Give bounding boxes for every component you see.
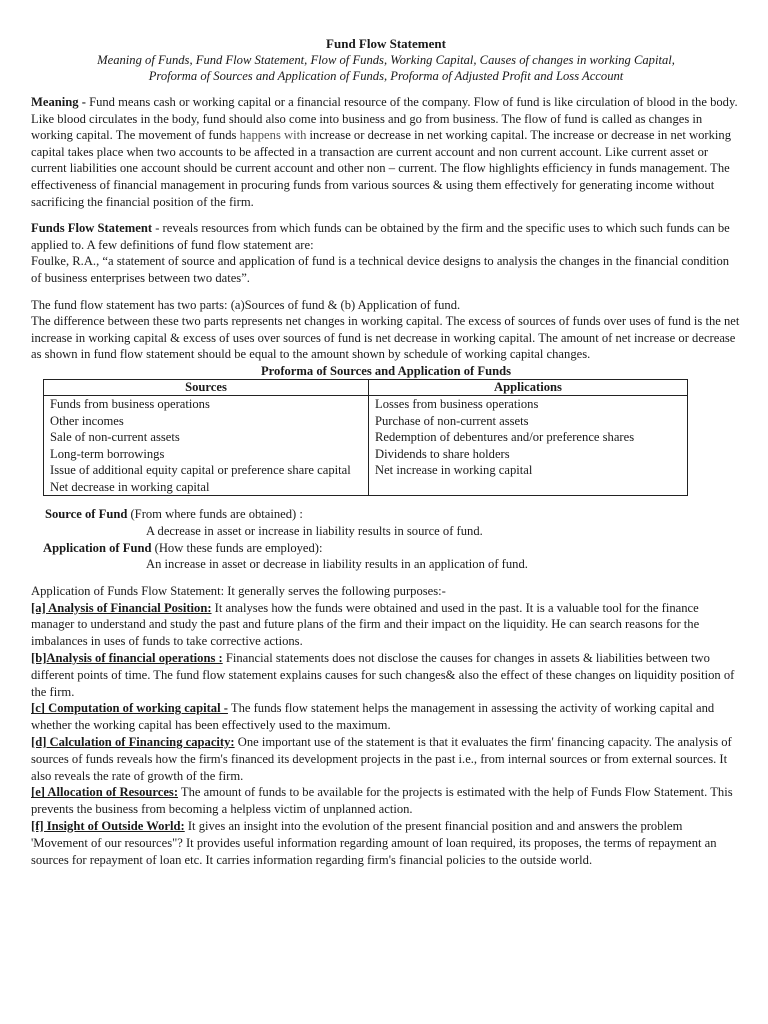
document-page [31,36,741,868]
application-item: Redemption of debentures and/or preference shares [375,430,635,445]
proforma-body-row [44,395,688,496]
purposes-section [31,583,741,869]
purposes-intro: Application of Funds Flow Statement: It generally serves the following purposes:- [31,583,446,598]
document-subtitle-line-2: Proforma of Sources and Application of Funds, Proforma of Adjusted Profit and Loss Account [148,69,624,83]
source-item: Net decrease in working capital [50,479,210,494]
purpose-label: [c] Computation of working capital - [31,701,228,716]
document-title: Fund Flow Statement [326,36,446,51]
source-item: Long-term borrowings [50,446,165,461]
source-item: Issue of additional equity capital or preference share capital [50,463,351,478]
sources-cell [44,395,369,496]
purpose-item [31,650,741,700]
purpose-text: The amount of funds to be available for the projects is estimated with the help of Funds Flow Statement. This prevents the business from becoming a helpless victim of unplanned action. [31,785,733,817]
proforma-title: Proforma of Sources and Application of Funds [260,363,512,378]
source-of-fund-desc: A decrease in asset or increase in liability results in source of fund. [146,524,483,539]
proforma-header-applications: Applications [369,379,688,395]
parts-line: The fund flow statement has two parts: (a)Sources of fund & (b) Application of fund. [31,297,461,312]
application-item: Purchase of non-current assets [375,413,529,428]
purpose-item [31,700,741,734]
source-item: Funds from business operations [50,396,210,411]
proforma-header-sources: Sources [44,379,369,395]
meaning-paragraph [31,94,741,210]
source-of-fund-note: (From where funds are obtained) : [127,507,303,522]
purpose-text: Financial statements does not disclose the causes for changes in assets & liabilities between two different points of time. The fund flow statement explains causes for such changes& also the effect of these changes on liquidity position of the firm. [31,651,735,699]
foulke-definition: Foulke, R.A., “a statement of source and application of fund is a technical device designs to analysis the changes in the financial condition of business enterprises between two dates”. [31,254,730,285]
document-subtitle-line-1: Meaning of Funds, Fund Flow Statement, Flow of Funds, Working Capital, Causes of changes in working Capital, [97,53,675,67]
application-item: Losses from business operations [375,396,539,411]
purpose-item [31,734,741,784]
source-of-fund-heading [31,506,741,523]
proforma-header-row [44,379,688,395]
meaning-label: Meaning - [31,95,90,109]
applications-cell [369,395,688,496]
purpose-item [31,818,741,868]
meaning-text-b: increase or decrease in net working capital. The increase or decrease in net working capital takes place when two accounts to be affected in a transaction are current account and non current account. Like current asset or current liabilities one account should be current account and other non – current. The flow highlights efficiency in funds management. The effectiveness of financial management in procuring funds from various sources & using them effectively for generating income without sacrificing the financial position of the firm. [31,128,732,209]
application-item: Dividends to share holders [375,446,510,461]
source-item: Other incomes [50,413,124,428]
application-of-fund-note: (How these funds are employed): [151,540,323,555]
ffs-label: Funds Flow Statement [31,221,153,236]
source-of-fund-label: Source of Fund [45,507,128,522]
application-of-fund-desc: An increase in asset or decrease in liability results in an application of fund. [146,557,528,572]
purpose-text: It analyses how the funds were obtained and used in the past. It is a valuable tool for the finance manager to understand and study the past and future plans of the firm and their impact on the liquidity. He can search reasons for the imbalances in uses of funds to take corrective actions. [31,600,700,649]
application-of-fund-label: Application of Fund [43,540,152,555]
purpose-label: [d] Calculation of Financing capacity: [31,735,235,750]
purpose-label: [b]Analysis of financial operations : [31,651,223,666]
purpose-text: The funds flow statement helps the management in assessing the activity of working capital and whether the working capital has been effectively used to the maximum. [31,701,715,733]
purpose-label: [f] Insight of Outside World: [31,819,185,833]
proforma-table [43,379,688,497]
purpose-text: It gives an insight into the evolution of the present financial position and and answers the problem 'Movement of our resources"? It provides useful information regarding amount of loan required, its proposes, the terms of repayment an sources for repayment of loan etc. It carries information regarding firm's financial policies to the outside world. [31,819,717,867]
application-of-fund-heading [31,540,741,557]
purpose-label: [e] Allocation of Resources: [31,785,179,800]
ffs-paragraph [31,220,741,253]
source-item: Sale of non-current assets [50,430,180,445]
meaning-text-a: Fund means cash or working capital or a financial resource of the company. Flow of fund is like circulation of blood in the body. Like blood circulates in the body, fund should also come into business and go from business. The flow of fund is called as changes in working capital. The movement of funds [31,95,738,143]
purpose-label: [a] Analysis of Financial Position: [31,600,212,615]
application-item: Net increase in working capital [375,463,533,478]
purpose-text: One important use of the statement is that it evaluates the firm' financing capacity. The analysis of sources of funds reveals how the firm's financed its development projects in the past i.e., from internal sources or from external sources. It also reveals the rate of growth of the firm. [31,735,732,783]
ffs-text: - reveals resources from which funds can be obtained by the firm and the specific uses to which such funds can be applied to. A few definitions of fund flow statement are: [31,221,730,252]
purpose-item [31,600,741,650]
purpose-item [31,784,741,818]
parts-paragraph: The difference between these two parts represents net changes in working capital. The excess of sources of funds over uses of fund is the net increase in working capital & excess of uses over sources of fund is net decrease in working capital. The amount of net increase or decrease as shown in fund flow statement should be equal to the amount shown by schedule of working capital changes. [31,314,740,362]
meaning-text-gray: happens with [239,128,307,143]
